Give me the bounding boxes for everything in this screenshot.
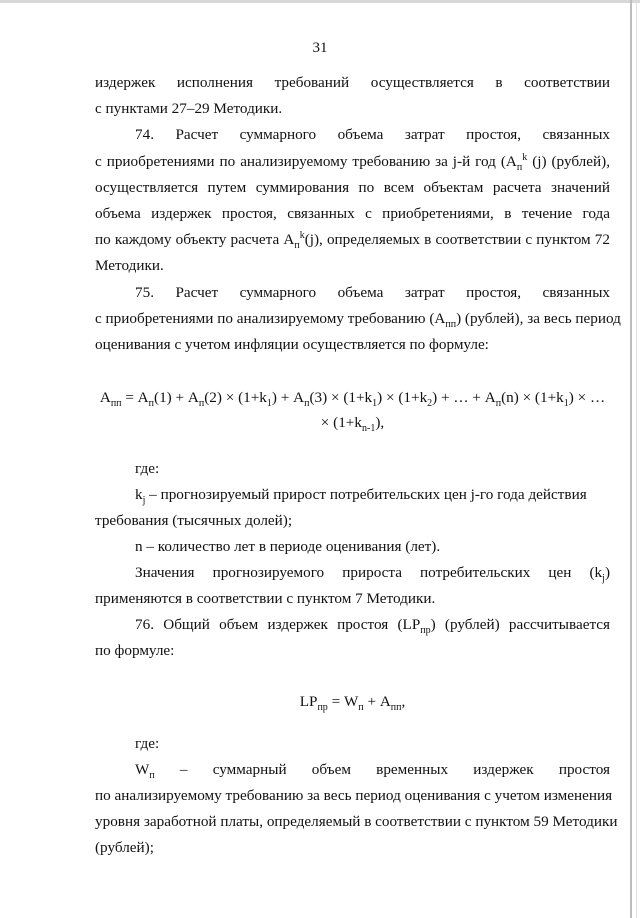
p74-line-2-tail: (j) (рублей), — [527, 153, 610, 170]
def-kj-line-1 — [135, 486, 610, 507]
p74-line-5-sub: п — [294, 240, 300, 252]
p1-line-2: с пунктами 27–29 Методики. — [95, 100, 283, 117]
scan-right-edge — [630, 0, 632, 918]
values-note-tail: ) — [604, 564, 610, 581]
def-wp-line-2 — [95, 787, 613, 805]
values-note-line-2: применяются в соответствии с пунктом 7 Методики. — [95, 590, 436, 607]
def-wp-line-3 — [95, 813, 618, 831]
p74-line-2-text: с приобретениями по анализируемому требованию за j-й год (A — [95, 153, 517, 170]
p75-line-2 — [95, 310, 621, 331]
def-n: n – количество лет в периоде оценивания (лет). — [135, 538, 441, 555]
def-wp-symbol: W — [135, 761, 150, 778]
p74-line-6: Методики. — [95, 257, 164, 274]
values-note-line-1 — [135, 564, 610, 585]
def-kj-symbol: k — [135, 486, 143, 503]
p74-line-1 — [135, 126, 610, 144]
def-wp-text: – суммарный объем временных издержек простоя — [154, 761, 610, 778]
p76-line-1 — [135, 616, 610, 637]
p74-line-2-sub: п — [516, 162, 523, 174]
def-wp-line-1 — [135, 761, 610, 782]
p74-line-2 — [95, 151, 610, 174]
scan-top-edge — [0, 0, 640, 3]
p74-line-3-text: осуществляется путем суммирования по всем объектам расчета значений — [95, 179, 610, 196]
def-kj-text: – прогнозируемый прирост потребительских цен j-го года действия — [145, 486, 587, 503]
p74-line-5-text-b: (j), определяемых в соответствии с пунктом 72 — [304, 231, 610, 248]
p1-line-1-text: издержек исполнения требований осуществляется в соответствии — [95, 74, 610, 91]
p76-line-2: по формуле: — [95, 642, 175, 659]
values-note-sub: j — [602, 573, 605, 585]
p74-line-5-sup: k — [299, 229, 305, 241]
p75-line-1 — [135, 284, 610, 302]
where-label-2: где: — [135, 735, 160, 752]
p1-line-1 — [95, 74, 610, 92]
p75-line-2-text: с приобретениями по анализируемому требованию (A — [95, 310, 446, 327]
def-wp-line-4: (рублей); — [95, 839, 154, 856]
p74-line-2-sup: k — [522, 151, 528, 163]
formula-a-pp-line-2: × $(1+k_{n-1})$, — [320, 414, 385, 435]
def-kj-line-2: требования (тысячных долей); — [95, 512, 293, 529]
formula-lp-pr: $LP_{пр} = W_п + A_{пп}$, — [299, 693, 406, 714]
p75-line-1-text: 75. Расчет суммарного объема затрат простоя, связанных — [135, 284, 610, 301]
def-wp-line-2-text: по анализируемому требованию за весь период оценивания с учетом изменения — [95, 787, 613, 804]
p75-line-2-sub: пп — [445, 319, 457, 331]
def-kj-sub: j — [142, 495, 146, 507]
p74-line-4 — [95, 205, 610, 223]
p75-line-2-tail: ) (рублей), за весь период — [456, 310, 621, 327]
p76-line-1-tail: ) (рублей) рассчитывается — [430, 616, 610, 633]
p74-line-4-text: объема издержек простоя, связанных с приобретениями, в течение года — [95, 205, 610, 222]
p76-line-1-sub: пр — [420, 625, 431, 637]
p74-line-5-text-a: по каждому объекту расчета A — [95, 231, 295, 248]
p76-line-1-text: 76. Общий объем издержек простоя (LP — [135, 616, 421, 633]
p74-line-5 — [95, 229, 610, 252]
p74-line-1-text: 74. Расчет суммарного объема затрат простоя, связанных — [135, 126, 610, 143]
where-label-1: где: — [135, 460, 160, 477]
p75-line-3: оценивания с учетом инфляции осуществляется по формуле: — [95, 336, 489, 353]
page-number: 31 — [312, 40, 328, 56]
scan-right-edge-faint — [636, 0, 637, 918]
values-note-text: Значения прогнозируемого прироста потребительских цен (k — [135, 564, 603, 581]
p74-line-3 — [95, 179, 610, 197]
formula-a-pp-line-1: $A_{пп} = A_п(1) + A_п(2) \times (1+k_1) + A_п(3) \times (1+k_1) \times (1+k_2)$ + … + $A_п(n) \times (1+k_1)$ × … — [99, 389, 606, 410]
def-wp-sub: п — [149, 770, 155, 782]
def-wp-line-3-text: уровня заработной платы, определяемый в соответствии с пунктом 59 Методики — [95, 813, 618, 830]
